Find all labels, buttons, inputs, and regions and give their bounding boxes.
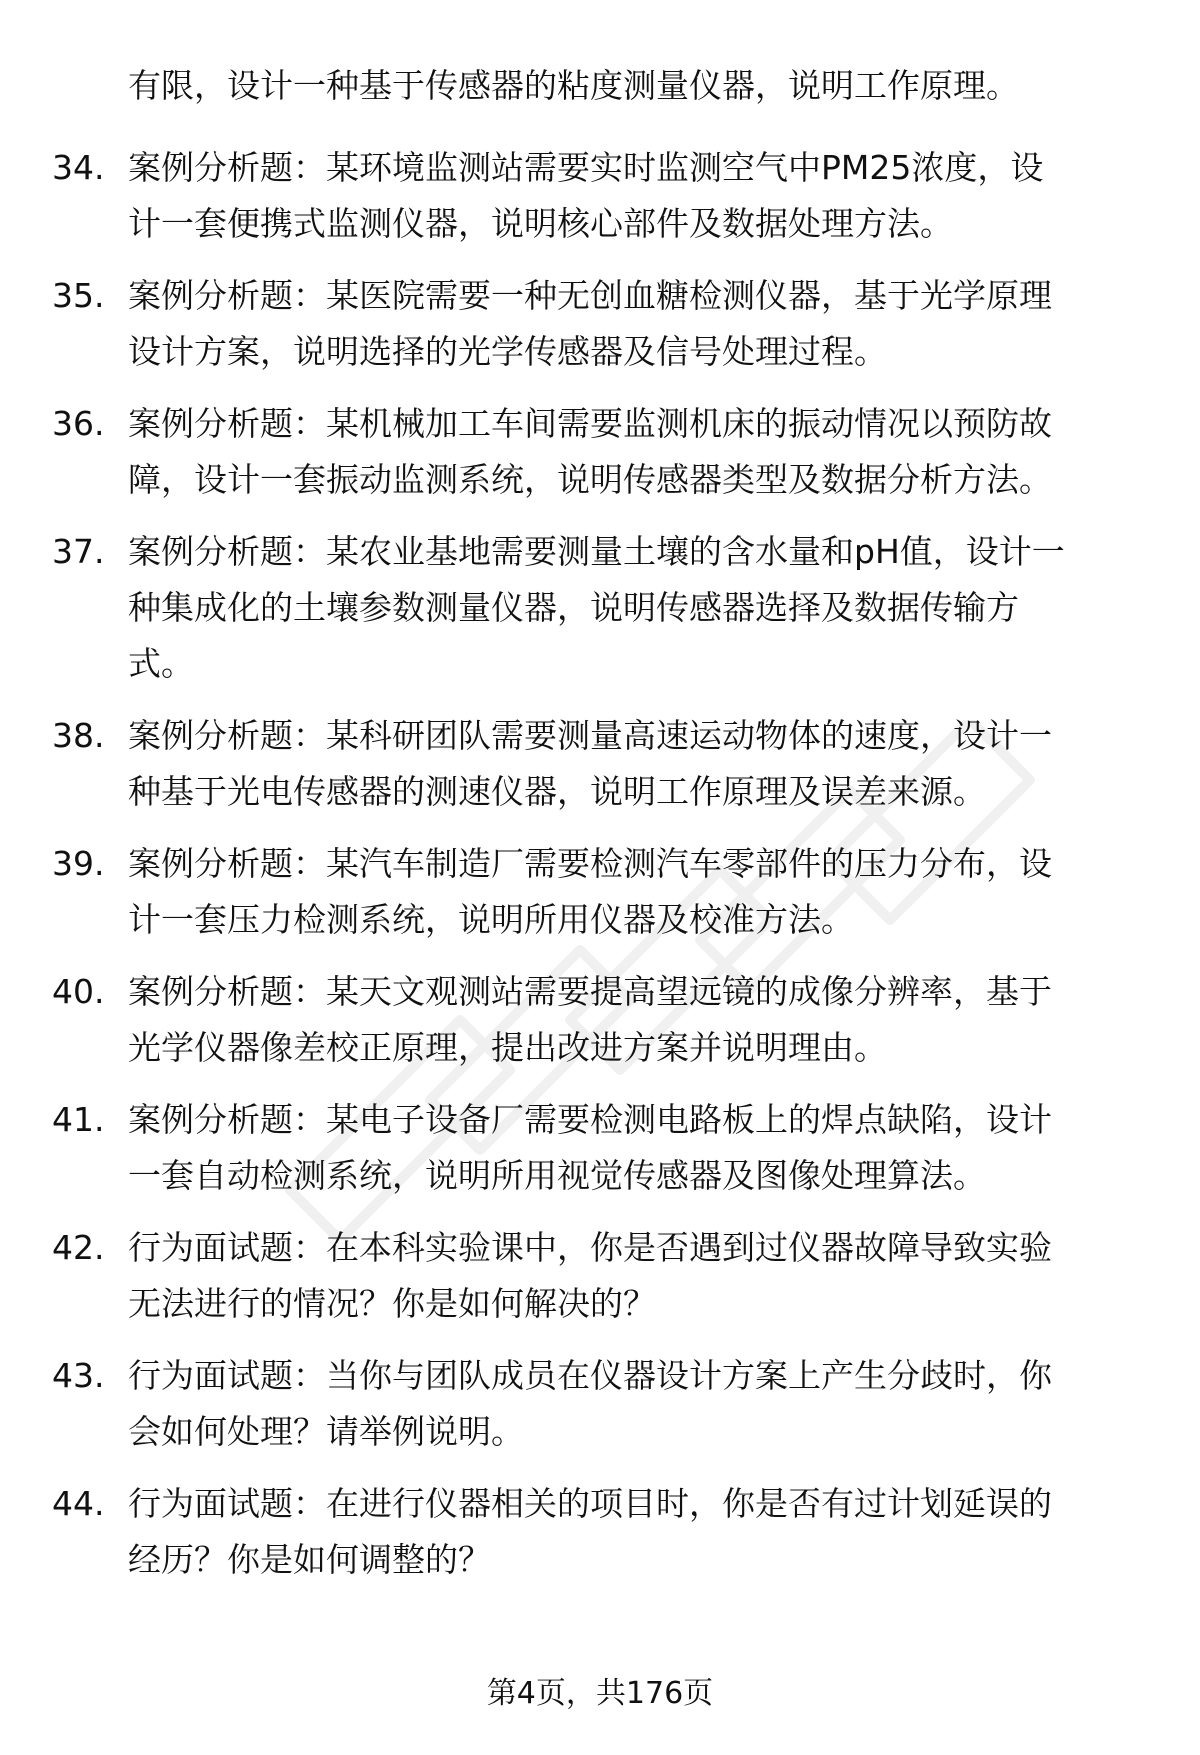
question-number: 44.	[52, 1484, 105, 1523]
question-item	[0, 964, 1148, 1076]
question-text-line: 种集成化的土壤参数测量仪器，说明传感器选择及数据传输方	[128, 588, 1019, 627]
question-list	[0, 140, 1200, 1604]
question-text-line: 案例分析题：某机械加工车间需要监测机床的振动情况以预防故	[128, 404, 1052, 443]
question-item	[0, 396, 1148, 508]
question-number: 34.	[52, 148, 105, 187]
question-number: 39.	[52, 844, 105, 883]
question-text	[128, 1348, 1148, 1460]
question-number: 35.	[52, 276, 105, 315]
question-text-line: 案例分析题：某汽车制造厂需要检测汽车零部件的压力分布，设	[128, 844, 1052, 883]
question-text-line: 行为面试题：在本科实验课中，你是否遇到过仪器故障导致实验	[128, 1228, 1052, 1267]
question-text-line: 案例分析题：某天文观测站需要提高望远镜的成像分辨率，基于	[128, 972, 1052, 1011]
question-text-line: 案例分析题：某环境监测站需要实时监测空气中PM25浓度，设	[128, 148, 1044, 187]
question-text-line: 计一套便携式监测仪器，说明核心部件及数据处理方法。	[128, 204, 953, 243]
question-text	[128, 836, 1148, 948]
question-number: 38.	[52, 716, 105, 755]
question-number: 43.	[52, 1356, 105, 1395]
question-text	[128, 708, 1148, 820]
question-item	[0, 1092, 1148, 1204]
continuation-text: 有限，设计一种基于传感器的粘度测量仪器，说明工作原理。	[128, 66, 1019, 105]
question-item	[0, 524, 1148, 692]
question-number: 42.	[52, 1228, 105, 1267]
question-text-line: 案例分析题：某医院需要一种无创血糖检测仪器，基于光学原理	[128, 276, 1052, 315]
question-text-line: 案例分析题：某农业基地需要测量土壤的含水量和pH值，设计一	[128, 532, 1065, 571]
question-text-line: 经历？你是如何调整的？	[128, 1540, 491, 1579]
question-number: 37.	[52, 532, 105, 571]
question-text-line: 行为面试题：当你与团队成员在仪器设计方案上产生分歧时，你	[128, 1356, 1052, 1395]
question-number: 40.	[52, 972, 105, 1011]
question-text-line: 行为面试题：在进行仪器相关的项目时，你是否有过计划延误的	[128, 1484, 1052, 1523]
question-text-line: 案例分析题：某科研团队需要测量高速运动物体的速度，设计一	[128, 716, 1052, 755]
question-text-line: 障，设计一套振动监测系统，说明传感器类型及数据分析方法。	[128, 460, 1052, 499]
question-number: 36.	[52, 404, 105, 443]
question-text-line: 无法进行的情况？你是如何解决的？	[128, 1284, 656, 1323]
question-text-line: 一套自动检测系统，说明所用视觉传感器及图像处理算法。	[128, 1156, 986, 1195]
question-text-line: 计一套压力检测系统，说明所用仪器及校准方法。	[128, 900, 854, 939]
question-item	[0, 1476, 1148, 1588]
question-text	[128, 140, 1148, 252]
question-item	[0, 1348, 1148, 1460]
question-item	[0, 140, 1148, 252]
question-text	[128, 964, 1148, 1076]
question-text	[128, 1092, 1148, 1204]
page-footer: 第4页，共176页	[486, 1676, 714, 1711]
question-text-line: 会如何处理？请举例说明。	[128, 1412, 524, 1451]
question-item	[0, 1220, 1148, 1332]
question-item	[0, 268, 1148, 380]
question-text	[128, 1476, 1148, 1588]
question-text	[128, 268, 1148, 380]
question-text	[128, 1220, 1148, 1332]
question-text-line: 光学仪器像差校正原理，提出改进方案并说明理由。	[128, 1028, 887, 1067]
question-number: 41.	[52, 1100, 105, 1139]
question-text-line: 设计方案，说明选择的光学传感器及信号处理过程。	[128, 332, 887, 371]
question-text-line: 种基于光电传感器的测速仪器，说明工作原理及误差来源。	[128, 772, 986, 811]
question-text	[128, 524, 1148, 692]
question-text-line: 式。	[128, 644, 194, 683]
question-item	[0, 836, 1148, 948]
question-item	[0, 708, 1148, 820]
question-text-line: 案例分析题：某电子设备厂需要检测电路板上的焊点缺陷，设计	[128, 1100, 1052, 1139]
question-text	[128, 396, 1148, 508]
